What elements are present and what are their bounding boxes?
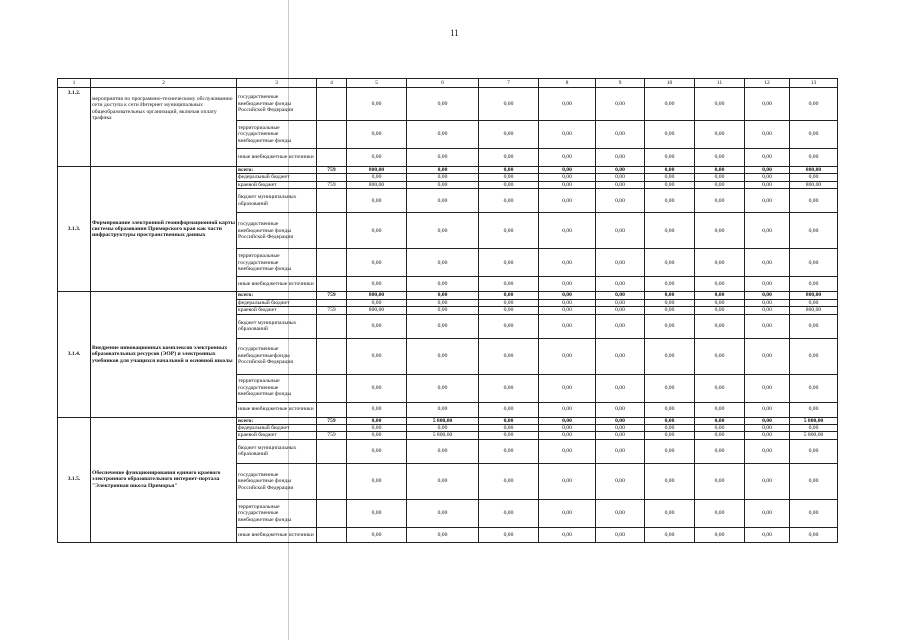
amount-cell: 0,00 (745, 174, 790, 181)
amount-cell: 0,00 (790, 88, 838, 121)
amount-cell: 0,00 (645, 432, 695, 439)
amount-cell: 0,00 (596, 249, 645, 277)
amount-cell: 0,00 (790, 424, 838, 431)
amount-cell: 0,00 (347, 338, 407, 374)
amount-cell: 0,00 (596, 292, 645, 299)
amount-cell: 800,00 (347, 307, 407, 314)
amount-cell: 0,00 (539, 463, 596, 499)
amount-cell: 0,00 (790, 189, 838, 213)
budget-code (317, 299, 347, 306)
budget-code: 759 (317, 181, 347, 188)
amount-cell: 0,00 (745, 299, 790, 306)
amount-cell: 0,00 (745, 314, 790, 338)
amount-cell: 0,00 (695, 189, 745, 213)
funding-source: федеральный бюджет (237, 174, 317, 181)
amount-cell: 0,00 (790, 213, 838, 249)
funding-source: государственные внебюджетные фонды Российской Федерации (237, 88, 317, 121)
amount-cell: 0,00 (745, 149, 790, 167)
activity-code: 3.1.5. (58, 417, 91, 542)
amount-cell: 0,00 (695, 527, 745, 542)
amount-cell: 0,00 (790, 527, 838, 542)
amount-cell: 0,00 (407, 402, 479, 417)
amount-cell: 0,00 (745, 424, 790, 431)
amount-cell: 0,00 (745, 439, 790, 463)
amount-cell: 0,00 (347, 432, 407, 439)
funding-source: всего: (237, 417, 317, 424)
activity-description: мероприятия по программно-техническому обслуживанию сети доступа к сети Интернет муниципальных общеобразовательных организаций, включая оплату трафика (91, 88, 237, 167)
amount-cell: 0,00 (745, 417, 790, 424)
amount-cell: 0,00 (347, 439, 407, 463)
amount-cell: 0,00 (407, 374, 479, 402)
amount-cell: 0,00 (645, 149, 695, 167)
column-header: 11 (695, 79, 745, 88)
amount-cell: 0,00 (645, 374, 695, 402)
budget-code (317, 277, 347, 292)
budget-code (317, 527, 347, 542)
budget-code (317, 424, 347, 431)
amount-cell: 0,00 (539, 149, 596, 167)
budget-code: 759 (317, 432, 347, 439)
budget-code (317, 121, 347, 149)
amount-cell: 0,00 (347, 213, 407, 249)
amount-cell: 0,00 (645, 307, 695, 314)
amount-cell: 0,00 (695, 424, 745, 431)
amount-cell: 0,00 (790, 463, 838, 499)
amount-cell: 0,00 (645, 181, 695, 188)
budget-code (317, 463, 347, 499)
table-row (58, 292, 838, 299)
amount-cell: 0,00 (695, 307, 745, 314)
budget-code (317, 314, 347, 338)
amount-cell: 0,00 (790, 149, 838, 167)
amount-cell: 0,00 (539, 439, 596, 463)
activity-description: Обеспечение функционирования единого краевого электронного образовательного интернет-портала "Электронная школа Приморья" (91, 417, 237, 542)
amount-cell: 0,00 (745, 249, 790, 277)
amount-cell: 0,00 (645, 299, 695, 306)
funding-source: территориальные государственные внебюджетные фонды (237, 374, 317, 402)
amount-cell: 0,00 (347, 189, 407, 213)
amount-cell: 0,00 (347, 417, 407, 424)
amount-cell: 0,00 (645, 174, 695, 181)
amount-cell: 0,00 (745, 374, 790, 402)
amount-cell: 0,00 (745, 88, 790, 121)
column-header: 13 (790, 79, 838, 88)
column-header: 1 (58, 79, 91, 88)
amount-cell: 0,00 (539, 213, 596, 249)
amount-cell: 0,00 (645, 292, 695, 299)
amount-cell: 0,00 (539, 314, 596, 338)
amount-cell: 0,00 (596, 307, 645, 314)
budget-table-body (58, 79, 838, 543)
amount-cell: 0,00 (539, 167, 596, 174)
amount-cell: 0,00 (407, 463, 479, 499)
amount-cell: 0,00 (407, 338, 479, 374)
amount-cell: 5 800,00 (790, 417, 838, 424)
funding-source: территориальные государственные внебюджетные фонды (237, 499, 317, 527)
amount-cell: 0,00 (745, 167, 790, 174)
funding-source: бюджет муниципальных образований (237, 439, 317, 463)
amount-cell: 0,00 (479, 292, 539, 299)
amount-cell: 0,00 (645, 277, 695, 292)
amount-cell: 0,00 (695, 463, 745, 499)
budget-code (317, 402, 347, 417)
amount-cell: 0,00 (645, 249, 695, 277)
budget-code: 759 (317, 307, 347, 314)
amount-cell: 0,00 (596, 463, 645, 499)
amount-cell: 0,00 (790, 299, 838, 306)
amount-cell: 0,00 (596, 88, 645, 121)
budget-code (317, 174, 347, 181)
amount-cell: 0,00 (347, 88, 407, 121)
amount-cell: 0,00 (539, 292, 596, 299)
amount-cell: 0,00 (790, 121, 838, 149)
amount-cell: 0,00 (479, 527, 539, 542)
amount-cell: 0,00 (645, 88, 695, 121)
amount-cell: 0,00 (695, 174, 745, 181)
amount-cell: 0,00 (745, 338, 790, 374)
amount-cell: 0,00 (790, 314, 838, 338)
amount-cell: 0,00 (407, 314, 479, 338)
amount-cell: 0,00 (695, 149, 745, 167)
amount-cell: 0,00 (407, 307, 479, 314)
amount-cell: 0,00 (407, 249, 479, 277)
amount-cell: 0,00 (479, 432, 539, 439)
amount-cell: 0,00 (645, 499, 695, 527)
amount-cell: 0,00 (790, 499, 838, 527)
amount-cell: 0,00 (407, 439, 479, 463)
amount-cell: 0,00 (645, 527, 695, 542)
amount-cell: 0,00 (407, 299, 479, 306)
activity-code: 3.1.3. (58, 167, 91, 292)
column-header: 12 (745, 79, 790, 88)
amount-cell: 0,00 (790, 174, 838, 181)
amount-cell: 0,00 (479, 189, 539, 213)
amount-cell: 0,00 (790, 439, 838, 463)
amount-cell: 0,00 (596, 149, 645, 167)
column-header: 2 (91, 79, 237, 88)
budget-code (317, 249, 347, 277)
amount-cell: 0,00 (407, 167, 479, 174)
amount-cell: 0,00 (479, 439, 539, 463)
amount-cell: 0,00 (695, 213, 745, 249)
amount-cell: 0,00 (539, 299, 596, 306)
amount-cell: 0,00 (479, 249, 539, 277)
funding-source: территориальные государственные внебюджетные фонды (237, 121, 317, 149)
amount-cell: 0,00 (479, 149, 539, 167)
activity-code: 3.1.2. (58, 88, 91, 167)
amount-cell: 0,00 (479, 181, 539, 188)
amount-cell: 0,00 (407, 88, 479, 121)
amount-cell: 0,00 (695, 181, 745, 188)
header-row (58, 79, 838, 88)
amount-cell: 0,00 (347, 149, 407, 167)
amount-cell: 0,00 (347, 499, 407, 527)
column-header: 6 (407, 79, 479, 88)
budget-code (317, 338, 347, 374)
amount-cell: 0,00 (596, 189, 645, 213)
amount-cell: 0,00 (479, 499, 539, 527)
amount-cell: 0,00 (596, 121, 645, 149)
amount-cell: 0,00 (539, 417, 596, 424)
amount-cell: 0,00 (539, 249, 596, 277)
amount-cell: 0,00 (539, 277, 596, 292)
table-row (58, 417, 838, 424)
amount-cell: 0,00 (695, 167, 745, 174)
amount-cell: 800,00 (347, 181, 407, 188)
amount-cell: 0,00 (745, 463, 790, 499)
amount-cell: 0,00 (645, 167, 695, 174)
amount-cell: 0,00 (790, 249, 838, 277)
amount-cell: 0,00 (695, 338, 745, 374)
budget-code (317, 213, 347, 249)
amount-cell: 0,00 (479, 121, 539, 149)
amount-cell: 0,00 (745, 121, 790, 149)
amount-cell: 0,00 (596, 499, 645, 527)
amount-cell: 5 800,00 (407, 432, 479, 439)
amount-cell: 0,00 (695, 88, 745, 121)
amount-cell: 0,00 (407, 499, 479, 527)
amount-cell: 0,00 (645, 439, 695, 463)
amount-cell: 0,00 (695, 121, 745, 149)
amount-cell: 0,00 (347, 277, 407, 292)
funding-source: государственные внебюджетные фонды Российской Федерации (237, 463, 317, 499)
amount-cell: 0,00 (539, 432, 596, 439)
budget-code (317, 499, 347, 527)
funding-source: иные внебюджетные источники (237, 527, 317, 542)
amount-cell: 5 800,00 (407, 417, 479, 424)
amount-cell: 0,00 (745, 277, 790, 292)
amount-cell: 0,00 (347, 402, 407, 417)
amount-cell: 0,00 (645, 402, 695, 417)
funding-source: территориальные государственные внебюджетные фонды (237, 249, 317, 277)
page-number: 11 (450, 28, 459, 38)
funding-source: иные внебюджетные источники (237, 277, 317, 292)
amount-cell: 0,00 (645, 338, 695, 374)
amount-cell: 0,00 (745, 499, 790, 527)
amount-cell: 0,00 (596, 439, 645, 463)
amount-cell: 0,00 (539, 121, 596, 149)
table-row (58, 88, 838, 121)
amount-cell: 0,00 (407, 174, 479, 181)
amount-cell: 0,00 (539, 374, 596, 402)
amount-cell: 0,00 (479, 299, 539, 306)
budget-code: 759 (317, 292, 347, 299)
amount-cell: 0,00 (695, 402, 745, 417)
amount-cell: 0,00 (695, 499, 745, 527)
activity-code: 3.1.4. (58, 292, 91, 417)
amount-cell: 0,00 (407, 292, 479, 299)
amount-cell: 0,00 (596, 338, 645, 374)
funding-source: государственные внебюджетныефонды Российской Федерации (237, 338, 317, 374)
amount-cell: 0,00 (347, 121, 407, 149)
amount-cell: 0,00 (539, 189, 596, 213)
amount-cell: 0,00 (596, 527, 645, 542)
amount-cell: 0,00 (596, 174, 645, 181)
amount-cell: 0,00 (745, 402, 790, 417)
budget-code (317, 374, 347, 402)
amount-cell: 0,00 (645, 213, 695, 249)
amount-cell: 0,00 (539, 307, 596, 314)
column-header: 4 (317, 79, 347, 88)
funding-source: краевой бюджет (237, 307, 317, 314)
amount-cell: 0,00 (790, 277, 838, 292)
amount-cell: 0,00 (407, 213, 479, 249)
amount-cell: 0,00 (695, 417, 745, 424)
column-header: 3 (237, 79, 317, 88)
budget-code: 759 (317, 167, 347, 174)
funding-source: иные внебюджетные источники (237, 402, 317, 417)
amount-cell: 0,00 (539, 402, 596, 417)
amount-cell: 0,00 (790, 338, 838, 374)
amount-cell: 0,00 (596, 432, 645, 439)
amount-cell: 0,00 (695, 299, 745, 306)
amount-cell: 0,00 (479, 213, 539, 249)
amount-cell: 0,00 (347, 463, 407, 499)
amount-cell: 0,00 (596, 402, 645, 417)
budget-table (57, 78, 838, 543)
funding-source: краевой бюджет (237, 181, 317, 188)
amount-cell: 0,00 (596, 417, 645, 424)
amount-cell: 0,00 (539, 88, 596, 121)
amount-cell: 0,00 (695, 439, 745, 463)
amount-cell: 0,00 (407, 424, 479, 431)
amount-cell: 0,00 (645, 463, 695, 499)
amount-cell: 0,00 (745, 527, 790, 542)
funding-source: всего: (237, 292, 317, 299)
funding-source: государственные внебюджетные фонды Российской Федерации (237, 213, 317, 249)
amount-cell: 0,00 (539, 527, 596, 542)
funding-source: федеральный бюджет (237, 424, 317, 431)
amount-cell: 0,00 (539, 499, 596, 527)
amount-cell: 0,00 (479, 314, 539, 338)
amount-cell: 0,00 (407, 121, 479, 149)
amount-cell: 0,00 (790, 402, 838, 417)
amount-cell: 0,00 (347, 314, 407, 338)
amount-cell: 800,00 (790, 167, 838, 174)
column-header: 5 (347, 79, 407, 88)
amount-cell: 0,00 (745, 213, 790, 249)
funding-source: бюджет муниципальных образований (237, 189, 317, 213)
amount-cell: 0,00 (695, 374, 745, 402)
amount-cell: 0,00 (479, 374, 539, 402)
amount-cell: 0,00 (407, 527, 479, 542)
amount-cell: 0,00 (596, 277, 645, 292)
amount-cell: 0,00 (407, 149, 479, 167)
funding-source: иные внебюджетные источники (237, 149, 317, 167)
amount-cell: 0,00 (347, 424, 407, 431)
amount-cell: 0,00 (539, 174, 596, 181)
amount-cell: 800,00 (790, 307, 838, 314)
amount-cell: 800,00 (347, 167, 407, 174)
amount-cell: 0,00 (596, 167, 645, 174)
amount-cell: 0,00 (695, 314, 745, 338)
budget-code (317, 439, 347, 463)
amount-cell: 0,00 (596, 424, 645, 431)
amount-cell: 0,00 (645, 189, 695, 213)
amount-cell: 0,00 (745, 292, 790, 299)
amount-cell: 0,00 (347, 374, 407, 402)
amount-cell: 0,00 (407, 181, 479, 188)
amount-cell: 0,00 (695, 432, 745, 439)
budget-code (317, 88, 347, 121)
funding-source: федеральный бюджет (237, 299, 317, 306)
funding-source: всего: (237, 167, 317, 174)
amount-cell: 0,00 (695, 277, 745, 292)
amount-cell: 0,00 (479, 402, 539, 417)
amount-cell: 0,00 (645, 417, 695, 424)
amount-cell: 0,00 (745, 181, 790, 188)
amount-cell: 0,00 (479, 167, 539, 174)
amount-cell: 0,00 (645, 424, 695, 431)
amount-cell: 0,00 (479, 424, 539, 431)
amount-cell: 800,00 (790, 181, 838, 188)
column-header: 10 (645, 79, 695, 88)
funding-source: бюджет муниципальных образований (237, 314, 317, 338)
amount-cell: 0,00 (539, 424, 596, 431)
amount-cell: 0,00 (347, 299, 407, 306)
amount-cell: 0,00 (407, 277, 479, 292)
amount-cell: 800,00 (347, 292, 407, 299)
budget-code (317, 189, 347, 213)
amount-cell: 0,00 (645, 314, 695, 338)
amount-cell: 0,00 (790, 374, 838, 402)
amount-cell: 0,00 (347, 174, 407, 181)
amount-cell: 0,00 (479, 338, 539, 374)
amount-cell: 0,00 (347, 527, 407, 542)
budget-code: 759 (317, 417, 347, 424)
amount-cell: 0,00 (745, 307, 790, 314)
amount-cell: 0,00 (479, 88, 539, 121)
amount-cell: 0,00 (745, 189, 790, 213)
amount-cell: 0,00 (695, 249, 745, 277)
table-row (58, 167, 838, 174)
amount-cell: 0,00 (596, 374, 645, 402)
funding-source: краевой бюджет (237, 432, 317, 439)
amount-cell: 0,00 (596, 299, 645, 306)
amount-cell: 0,00 (479, 417, 539, 424)
column-header: 9 (596, 79, 645, 88)
amount-cell: 0,00 (479, 277, 539, 292)
amount-cell: 0,00 (645, 121, 695, 149)
amount-cell: 0,00 (479, 307, 539, 314)
column-header: 7 (479, 79, 539, 88)
amount-cell: 5 800,00 (790, 432, 838, 439)
amount-cell: 0,00 (539, 181, 596, 188)
amount-cell: 0,00 (539, 338, 596, 374)
amount-cell: 0,00 (347, 249, 407, 277)
amount-cell: 0,00 (407, 189, 479, 213)
amount-cell: 0,00 (596, 181, 645, 188)
amount-cell: 0,00 (479, 463, 539, 499)
budget-code (317, 149, 347, 167)
amount-cell: 0,00 (745, 432, 790, 439)
amount-cell: 0,00 (479, 174, 539, 181)
amount-cell: 0,00 (596, 314, 645, 338)
activity-description: Внедрение инновационных комплексов электронных образовательных ресурсов (ЭОР) и электронных учебников для учащихся начальной и основной школы (91, 292, 237, 417)
column-header: 8 (539, 79, 596, 88)
amount-cell: 800,00 (790, 292, 838, 299)
amount-cell: 0,00 (695, 292, 745, 299)
activity-description: Формирование электронной геоинформационной карты системы образования Приморского края как части инфраструктуры пространственных данных (91, 167, 237, 292)
amount-cell: 0,00 (596, 213, 645, 249)
